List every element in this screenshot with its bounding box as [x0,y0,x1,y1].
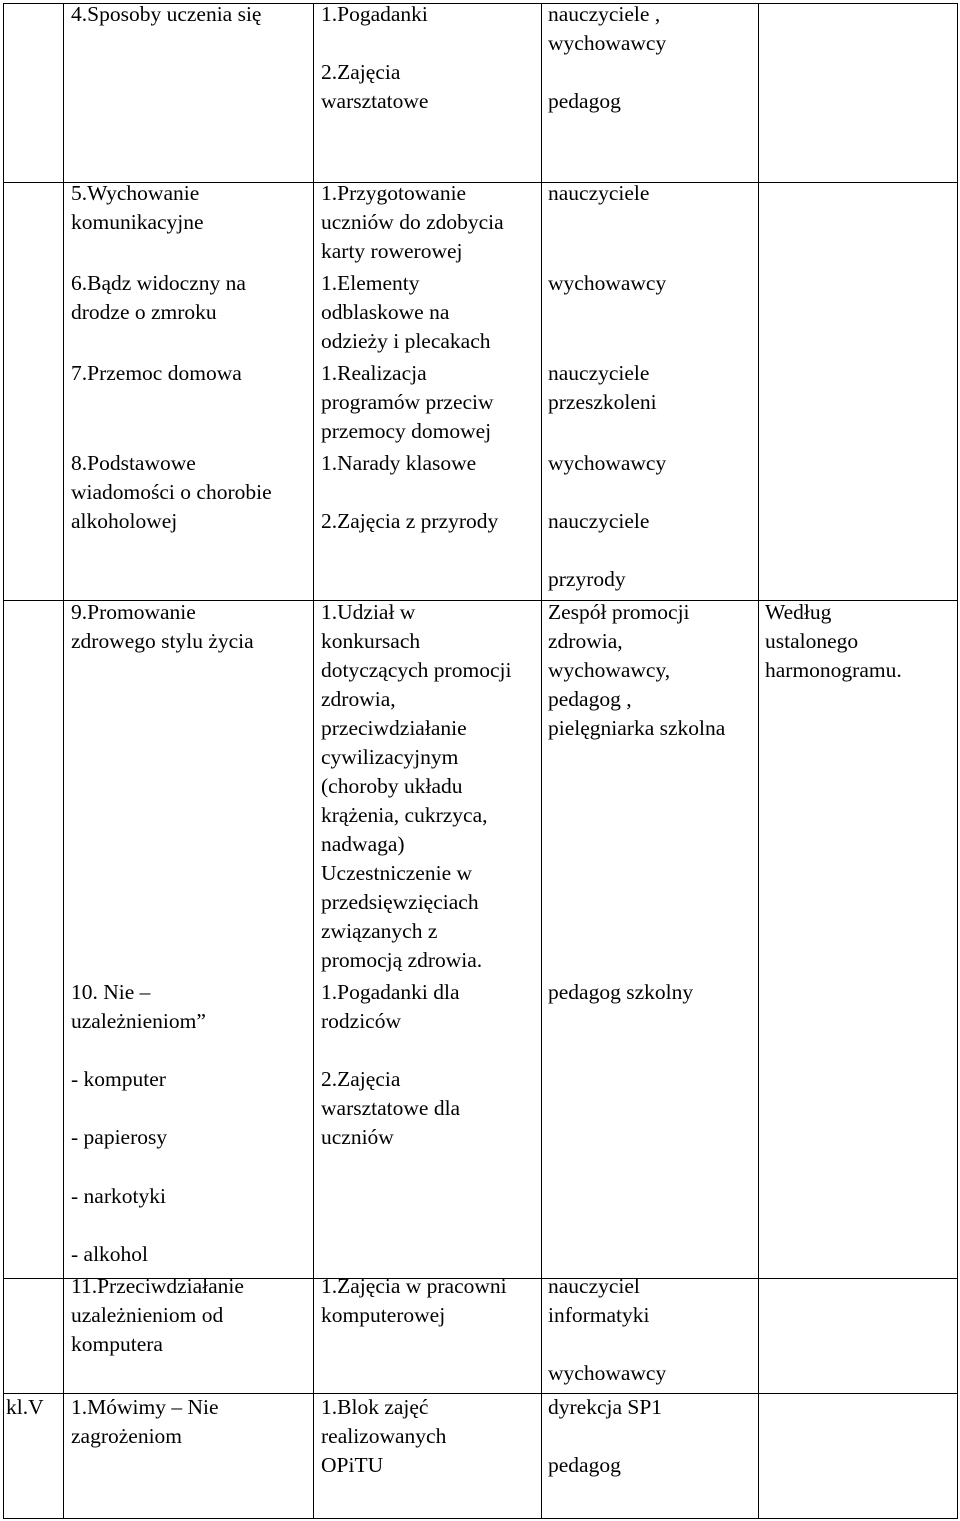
activity-form-cell-line: 2.Zajęcia [321,1067,401,1091]
activity-form-cell-line: 1.Pogadanki [321,2,428,26]
responsible-cell-line: nauczyciele [548,181,650,205]
topic-cell-line: alkoholowej [71,509,178,533]
activity-form-cell-line: promocją zdrowia. [321,948,483,972]
activity-form-cell-line: rodziców [321,1009,401,1033]
column-border-5 [957,3,958,1519]
activity-form-cell-line: przedsięwzięciach [321,890,479,914]
class-cell-line: kl.V [6,1395,44,1419]
activity-form-cell-line: 1.Elementy [321,271,420,295]
topic-cell-line: wiadomości o chorobie [71,480,272,504]
topic-cell-line: komputera [71,1332,163,1356]
topic-cell-line: zdrowego stylu życia [71,629,254,653]
responsible-cell-line: pedagog , [548,687,632,711]
responsible-cell-line: wychowawcy [548,1361,667,1385]
topic-cell-line: 4.Sposoby uczenia się [71,2,262,26]
responsible-cell-line: nauczyciele , [548,2,661,26]
term-cell-line: harmonogramu. [765,658,902,682]
activity-form-cell-line: warsztatowe [321,89,429,113]
activity-form-cell-line: dotyczących promocji [321,658,512,682]
activity-form-cell-line: przemocy domowej [321,419,492,443]
term-cell-line: ustalonego [765,629,859,653]
responsible-cell-line: nauczyciel [548,1274,640,1298]
responsible-cell-line: zdrowia, [548,629,623,653]
responsible-cell-line: przyrody [548,567,626,591]
activity-form-cell-line: programów przeciw [321,390,494,414]
responsible-cell-line: wychowawcy [548,451,667,475]
topic-cell-line: 5.Wychowanie [71,181,200,205]
activity-form-cell-line: OPiTU [321,1453,384,1477]
activity-form-cell-line: uczniów [321,1125,394,1149]
activity-form-cell-line: 1.Przygotowanie [321,181,467,205]
topic-cell-line: 7.Przemoc domowa [71,361,242,385]
activity-form-cell-line: (choroby układu [321,774,463,798]
term-cell-line: Według [765,600,832,624]
column-border-4 [758,3,759,1519]
topic-cell-line: - papierosy [71,1125,168,1149]
topic-cell-line: 10. Nie – [71,980,151,1004]
topic-cell-line: 6.Bądz widoczny na [71,271,246,295]
topic-cell-line: 11.Przeciwdziałanie [71,1274,244,1298]
activity-form-cell-line: 2.Zajęcia z przyrody [321,509,499,533]
activity-form-cell-line: konkursach [321,629,421,653]
responsible-cell-line: dyrekcja SP1 [548,1395,663,1419]
topic-cell-line: - komputer [71,1067,166,1091]
topic-cell-line: drodze o zmroku [71,300,217,324]
topic-cell-line: 1.Mówimy – Nie [71,1395,219,1419]
activity-form-cell-line: warsztatowe dla [321,1096,461,1120]
responsible-cell-line: Zespół promocji [548,600,690,624]
column-border-0 [3,3,4,1519]
responsible-cell-line: nauczyciele [548,361,650,385]
activity-form-cell-line: cywilizacyjnym [321,745,459,769]
activity-form-cell-line: odzieży i plecakach [321,329,491,353]
topic-cell-line: - narkotyki [71,1184,166,1208]
activity-form-cell-line: Uczestniczenie w [321,861,473,885]
activity-form-cell-line: nadwaga) [321,832,405,856]
responsible-cell-line: pedagog szkolny [548,980,694,1004]
topic-cell-line: komunikacyjne [71,210,204,234]
topic-cell-line: 8.Podstawowe [71,451,196,475]
topic-cell-line: - alkohol [71,1242,149,1266]
column-border-2 [313,3,314,1519]
activity-form-cell-line: 2.Zajęcia [321,60,401,84]
activity-form-cell-line: uczniów do zdobycia [321,210,504,234]
responsible-cell-line: nauczyciele [548,509,650,533]
topic-cell-line: zagrożeniom [71,1424,183,1448]
column-border-3 [541,3,542,1519]
topic-cell-line: uzależnieniom od [71,1303,224,1327]
row-border-5 [3,1518,958,1519]
column-border-1 [63,3,64,1519]
responsible-cell-line: przeszkoleni [548,390,657,414]
topic-cell-line: uzależnieniom” [71,1009,206,1033]
responsible-cell-line: pielęgniarka szkolna [548,716,726,740]
responsible-cell-line: informatyki [548,1303,650,1327]
responsible-cell-line: wychowawcy [548,31,667,55]
activity-form-cell-line: 1.Udział w [321,600,416,624]
responsible-cell-line: wychowawcy [548,271,667,295]
activity-form-cell-line: odblaskowe na [321,300,450,324]
activity-form-cell-line: komputerowej [321,1303,446,1327]
activity-form-cell-line: 1.Zajęcia w pracowni [321,1274,507,1298]
activity-form-cell-line: 1.Blok zajęć [321,1395,429,1419]
responsible-cell-line: pedagog [548,1453,621,1477]
activity-form-cell-line: karty rowerowej [321,239,463,263]
activity-form-cell-line: związanych z [321,919,438,943]
responsible-cell-line: pedagog [548,89,621,113]
activity-form-cell-line: 1.Pogadanki dla [321,980,460,1004]
activity-form-cell-line: 1.Realizacja [321,361,427,385]
activity-form-cell-line: krążenia, cukrzyca, [321,803,488,827]
activity-form-cell-line: przeciwdziałanie [321,716,467,740]
activity-form-cell-line: 1.Narady klasowe [321,451,477,475]
topic-cell-line: 9.Promowanie [71,600,196,624]
responsible-cell-line: wychowawcy, [548,658,671,682]
activity-form-cell-line: zdrowia, [321,687,396,711]
activity-form-cell-line: realizowanych [321,1424,447,1448]
